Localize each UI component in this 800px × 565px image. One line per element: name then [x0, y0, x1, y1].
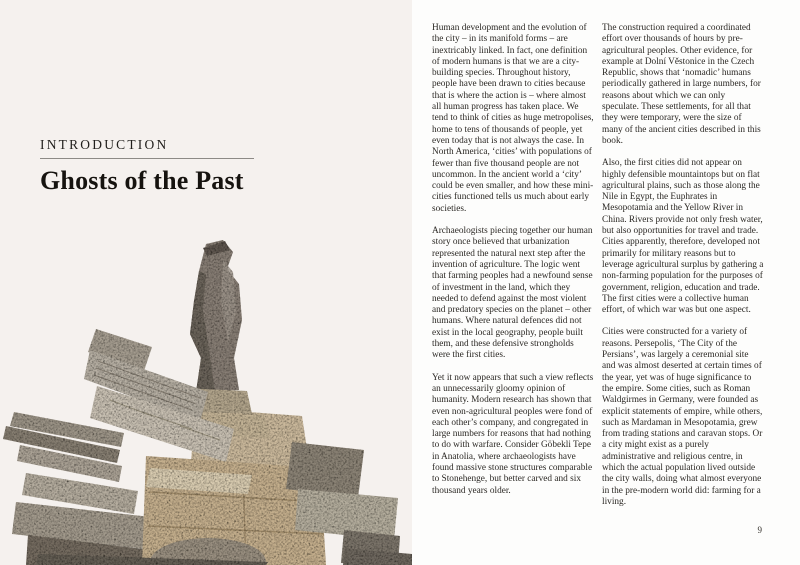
page-number: 9	[757, 525, 762, 535]
paragraph: Archaeologists piecing together our human story once believed that urbanization represented the natural next step after the invention of agriculture. The logic went that farming peoples had a newfound sense of investment in the land, which they needed to defend against the most violent and predatory species on the planet – other humans. Where natural defences did not exist in the local geography, people built them, and these defensive strongholds were the first cities.	[432, 226, 593, 361]
title-rule	[40, 158, 254, 159]
text-column-2	[602, 23, 764, 565]
ruins-photo	[0, 230, 412, 565]
chapter-title: Ghosts of the Past	[40, 166, 244, 195]
paragraph: Human development and the evolution of the city – in its manifold forms – are inextricably linked. In fact, one definition of modern humans is that we are a city-building species. Throughout history, people have been drawn to cities because that is where the action is – where almost all human progress has taken place. We tend to think of cities as huge metropolises, home to tens of thousands of people, yet even today that is not always the case. In North America, ‘cities’ with populations of fewer than five thousand people are not uncommon. In the ancient world a ‘city’ could be even smaller, and how these mini-cities functioned tells us much about early societies.	[432, 23, 594, 214]
paragraph: Cities were constructed for a variety of reasons. Persepolis, ‘The City of the Persians’, was largely a ceremonial site and was almost deserted at certain times of the year, yet was of huge significance to the empire. Some cities, such as Roman Waldgirmes in Germany, were founded as explicit statements of empire, while others, such as Mardaman in Mesopotamia, grew from trading stations and caravan stops. Or a city might exist as a purely administrative and religious centre, in which the actual population lived outside the city walls, doing what almost everyone in the pre-modern world did: farming for a living.	[602, 327, 763, 507]
paragraph: Also, the first cities did not appear on highly defensible mountaintops but on flat agricultural plains, such as those along the Nile in Egypt, the Euphrates in Mesopotamia and the Yellow River in China. Rivers provide not only fresh water, but also opportunities for travel and trade. Cities apparently, therefore, developed not primarily for military reasons but to leverage agricultural surplus by gathering a non-farming population for the purposes of government, religion, education and trade. The first cities were a collective human effort, of which war was but one aspect.	[602, 158, 764, 316]
right-page	[412, 0, 800, 565]
stone-blocks	[3, 240, 412, 565]
paragraph: Yet it now appears that such a view reflects an unnecessarily gloomy opinion of humanity. Modern research has shown that even non-agricultural peoples were fond of each other’s company, and congregated in large numbers for reasons that had nothing to do with warfare. Consider Göbekli Tepe in Anatolia, where archaeologists have found massive stone structures comparable to Stonehenge, but better carved and six thousand years older.	[432, 372, 594, 496]
title-block	[40, 137, 254, 196]
paragraph: The construction required a coordinated effort over thousands of hours by pre-agricultural peoples. Other evidence, for example at Dolní Věstonice in the Czech Republic, shows that ‘nomadic’ humans periodically gathered in large numbers, for reasons about which we can only speculate. These settlements, for all that they were temporary, were the size of many of the ancient cities described in this book.	[602, 23, 761, 146]
text-column-1	[432, 23, 594, 565]
section-kicker: INTRODUCTION	[40, 137, 169, 152]
